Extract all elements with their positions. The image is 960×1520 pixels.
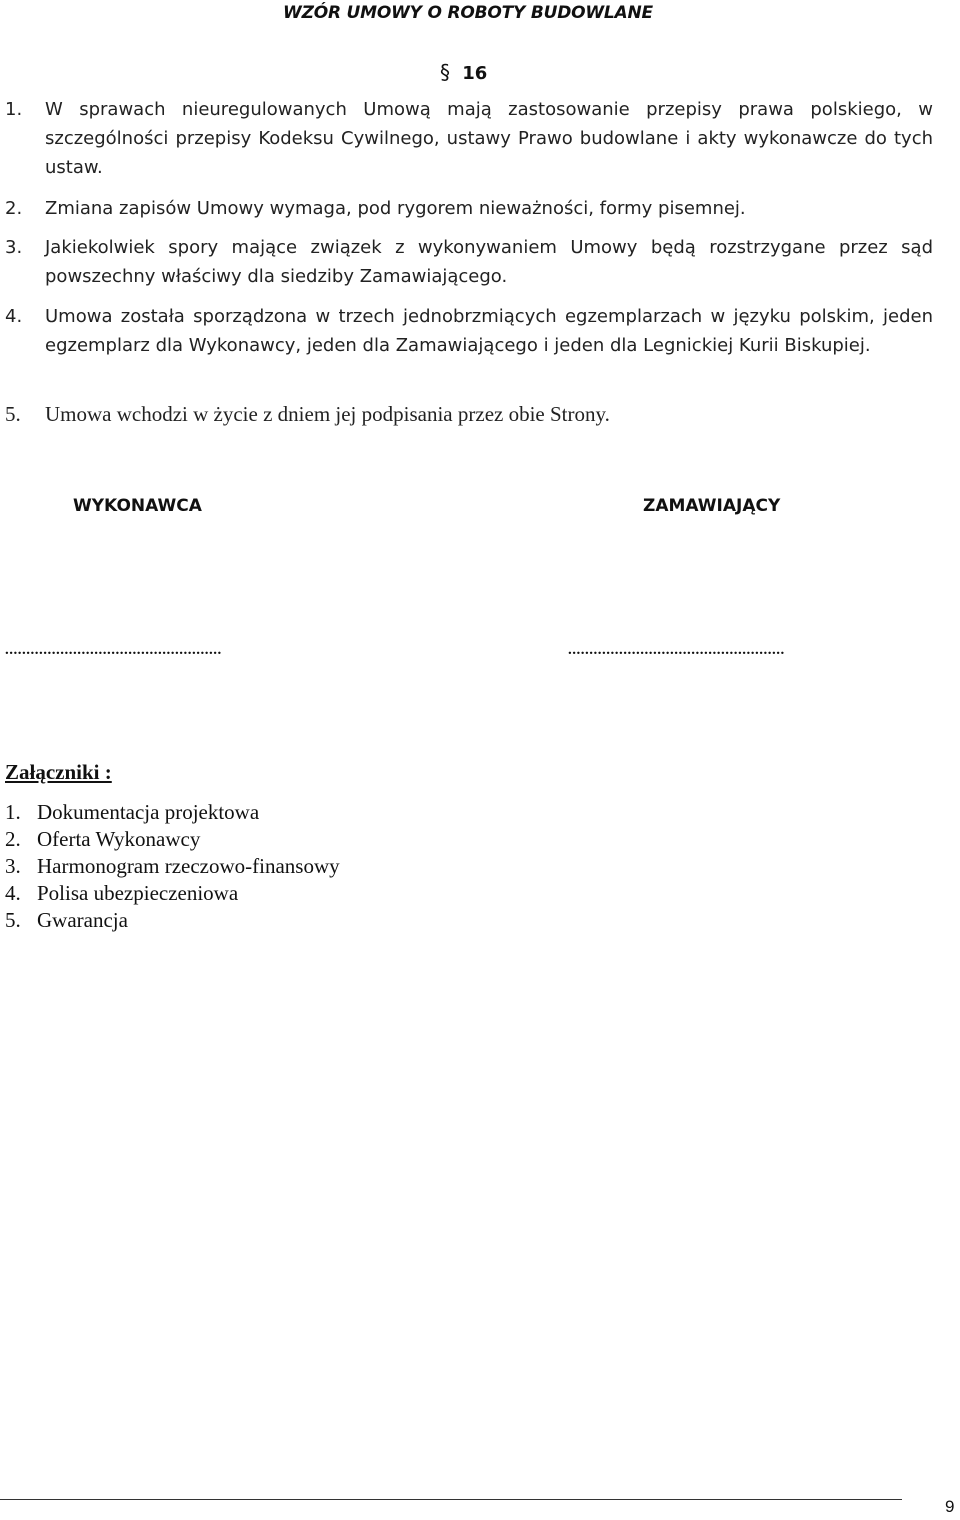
list-item: 3. Harmonogram rzeczowo-finansowy xyxy=(5,854,340,878)
clause-4 xyxy=(5,302,933,360)
contractor-signature-label: WYKONAWCA xyxy=(73,496,202,516)
section-heading xyxy=(440,60,487,84)
client-signature-line: ................................................... xyxy=(568,642,785,658)
clause-number: 1. xyxy=(5,99,23,120)
clause-text: Jakiekolwiek spory mające związek z wykonywaniem Umowy będą rozstrzygane przez sąd powszechny właściwy dla siedziby Zamawiającego. xyxy=(45,237,933,287)
clause-text: Umowa wchodzi w życie z dniem jej podpisania przez obie Strony. xyxy=(45,402,610,426)
footer-divider xyxy=(0,1499,902,1500)
list-item: 2. Oferta Wykonawcy xyxy=(5,827,201,851)
clause-text: Zmiana zapisów Umowy wymaga, pod rygorem nieważności, formy pisemnej. xyxy=(45,198,746,219)
list-item: 1. Dokumentacja projektowa xyxy=(5,800,260,824)
clause-5 xyxy=(5,400,933,429)
attachments-title: Załączniki : xyxy=(5,760,112,784)
clause-number: 4. xyxy=(5,306,23,327)
clause-number: 2. xyxy=(5,198,23,219)
document-header-title: WZÓR UMOWY O ROBOTY BUDOWLANE xyxy=(283,3,653,23)
clause-text: Umowa została sporządzona w trzech jednobrzmiących egzemplarzach w języku polskim, jeden egzemplarz dla Wykonawcy, jeden dla Zamawiającego i jeden dla Legnickiej Kurii Biskupiej. xyxy=(45,306,933,356)
page-number: 9 xyxy=(945,1497,955,1516)
clause-number: 5. xyxy=(5,402,21,426)
list-item: 5. Gwarancja xyxy=(5,908,128,932)
section-number: 16 xyxy=(462,63,488,84)
attachments-list xyxy=(5,799,340,934)
contractor-signature-line: ................................................... xyxy=(5,642,222,658)
list-item: 4. Polisa ubezpieczeniowa xyxy=(5,881,239,905)
clause-1 xyxy=(5,95,933,182)
clause-text: W sprawach nieuregulowanych Umową mają zastosowanie przepisy prawa polskiego, w szczególności przepisy Kodeksu Cywilnego, ustawy Prawo budowlane i akty wykonawcze do tych ustaw. xyxy=(45,99,933,178)
section-symbol: § xyxy=(440,60,450,84)
clause-3 xyxy=(5,233,933,291)
clause-number: 3. xyxy=(5,237,23,258)
clause-2 xyxy=(5,194,933,223)
client-signature-label: ZAMAWIAJĄCY xyxy=(643,496,781,516)
